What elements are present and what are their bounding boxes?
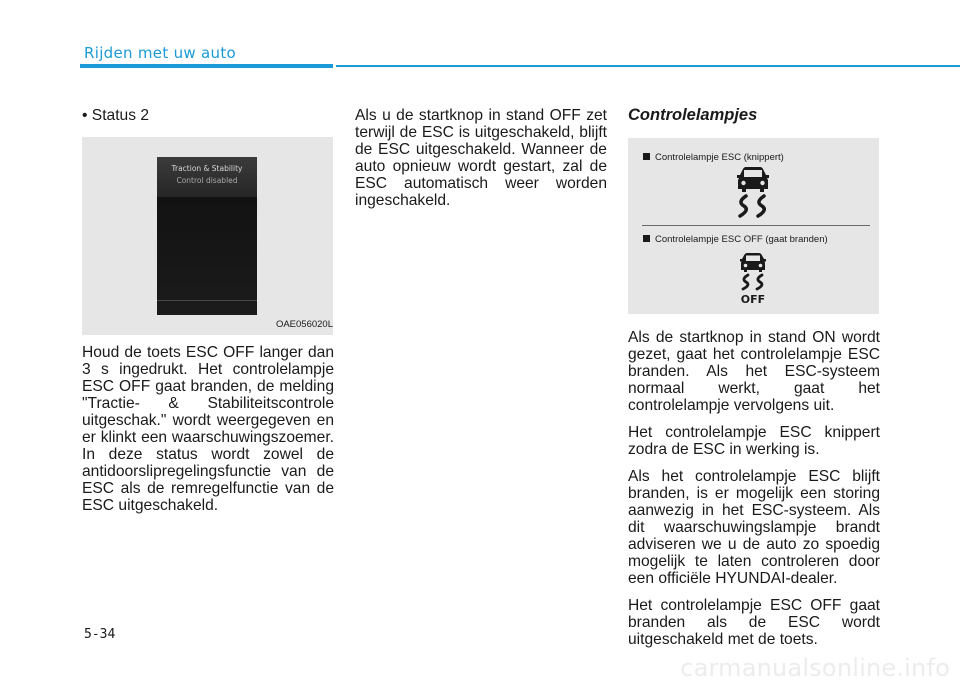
restart-paragraph: Als u de startknop in stand OFF zet terwijl de ESC is uitgeschakeld, blijft de ESC uitgeschakeld. Wanneer de auto opnieuw wordt gestart, zal de ESC automatisch weer worden ingeschakeld. xyxy=(355,107,607,209)
caption-esc-lamp xyxy=(643,149,784,166)
middle-column xyxy=(355,107,607,219)
watermark: carmanualsonline.info xyxy=(680,654,950,682)
square-bullet-icon xyxy=(643,235,650,242)
page-number: 5-34 xyxy=(84,627,116,642)
off-label: OFF xyxy=(740,293,766,304)
status2-paragraph: Houd de toets ESC OFF langer dan 3 s ingedrukt. Het controlelampje ESC OFF gaat branden, de melding "Tractie- & Stabiliteitscontrole uitgeschak." wordt weergegeven en er klinkt een waarschuwingszoemer. In deze status wordt zowel de antidoorslipregelingsfunctie van de ESC als de remregelfunctie van de ESC uitgeschakeld. xyxy=(82,344,334,514)
lamp-paragraph-2: Het controlelampje ESC knippert zodra de ESC in werking is. xyxy=(628,424,880,458)
esc-off-car-icon xyxy=(736,252,770,304)
section-title: Rijden met uw auto xyxy=(84,44,236,62)
indicator-lamps-figure xyxy=(628,138,879,314)
caption-esc-off-lamp-text: Controlelampje ESC OFF (gaat branden) xyxy=(655,234,828,245)
lamp-paragraph-3: Als het controlelampje ESC blijft branden, is er mogelijk een storing aanwezig in het ESC-systeem. Als dit waarschuwingslampje brandt adviseren we u de auto zo spoedig mogelijk te laten controleren door een officiële HYUNDAI-dealer. xyxy=(628,468,880,587)
square-bullet-icon xyxy=(643,153,650,160)
figure-code: OAE056020L xyxy=(275,319,333,330)
cluster-message-line2: Control disabled xyxy=(176,176,238,185)
section-heading: Controlelampjes xyxy=(628,106,758,124)
left-column xyxy=(82,107,334,524)
status-bullet: • Status 2 xyxy=(82,107,150,124)
caption-esc-off-lamp xyxy=(643,231,828,248)
cluster-message-line1: Traction & Stability xyxy=(171,164,243,173)
figure-divider xyxy=(642,225,870,226)
header-rule-bold xyxy=(80,64,333,68)
esc-warning-car-icon xyxy=(731,166,775,218)
lamp-paragraph-4: Het controlelampje ESC OFF gaat branden als de ESC wordt uitgeschakeld met de toets. xyxy=(628,597,880,648)
header-rule-thin xyxy=(336,65,960,67)
cluster-divider xyxy=(157,300,257,301)
cluster-screen xyxy=(157,157,257,315)
cluster-display-figure xyxy=(82,137,333,335)
right-column xyxy=(628,107,880,658)
lamp-paragraph-1: Als de startknop in stand ON wordt gezet, gaat het controlelampje ESC branden. Als het ESC-systeem normaal werkt, gaat het controlelampje vervolgens uit. xyxy=(628,329,880,414)
caption-esc-lamp-text: Controlelampje ESC (knippert) xyxy=(655,152,784,163)
cluster-message xyxy=(157,157,257,197)
